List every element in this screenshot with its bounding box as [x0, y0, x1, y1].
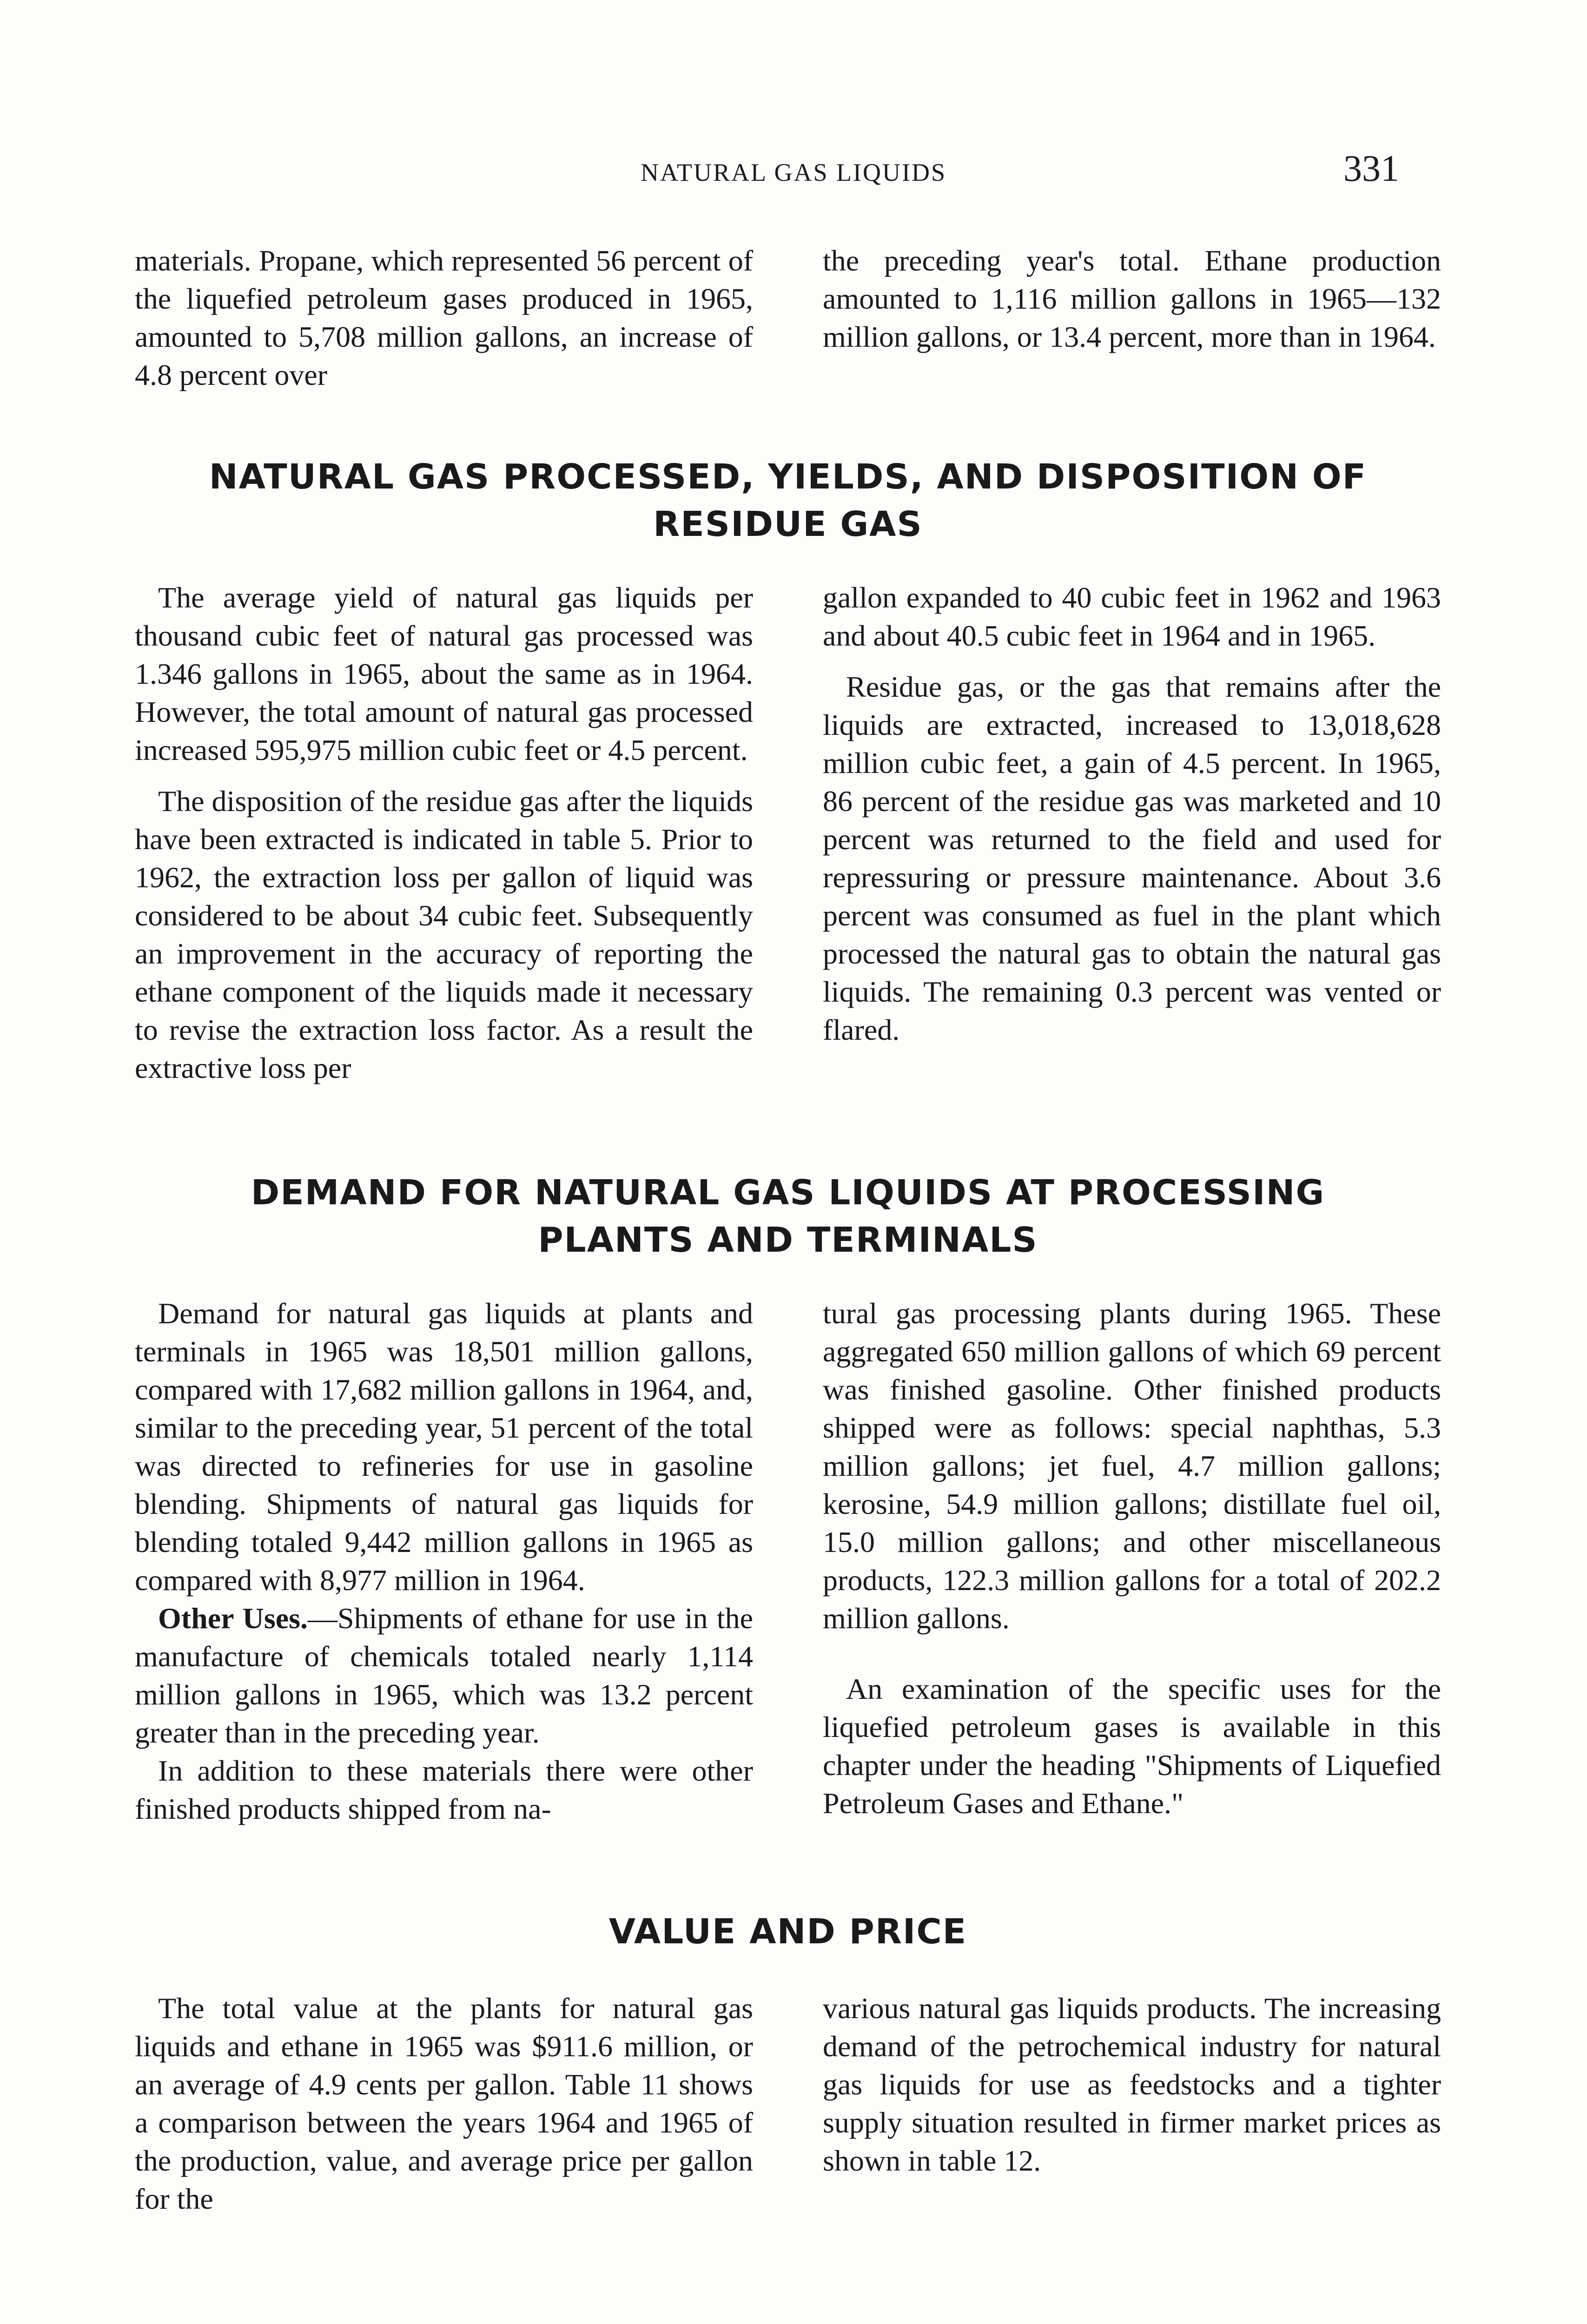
paragraph	[135, 1599, 753, 1752]
heading-line: PLANTS AND TERMINALS	[538, 1220, 1038, 1260]
right-column	[823, 1989, 1441, 2218]
section-heading-value	[135, 1908, 1441, 1955]
paragraph: gallon expanded to 40 cubic feet in 1962 and 1963 and about 40.5 cubic feet in 1964 and in 1965.	[823, 581, 1441, 652]
page-number: 331	[1343, 148, 1399, 189]
heading-line: NATURAL GAS PROCESSED, YIELDS, AND DISPOSITION OF	[209, 457, 1367, 497]
intro-right-column	[823, 242, 1441, 394]
paragraph: The disposition of the residue gas after the liquids have been extracted is indicated in table 5. Prior to 1962, the extraction loss per gallon of liquid was considered to be about 34 cubic feet. Subsequently an improvement in the accuracy of reporting the ethane component of the liquids made it necessary to revise the extraction loss factor. As a result the extractive loss per	[135, 785, 753, 1084]
paragraph: The total value at the plants for natural gas liquids and ethane in 1965 was $911.6 million, or an average of 4.9 cents per gallon. Table 11 shows a comparison between the years 1964 and 1965 of the production, value, and average price per gallon for the	[135, 1992, 753, 2215]
intro-right-text: the preceding year's total. Ethane production amounted to 1,116 million gallons in 1965—132 million gallons, or 13.4 percent, more than in 1964.	[823, 244, 1441, 353]
paragraph: An examination of the specific uses for the liquefied petroleum gases is available in this chapter under the heading "Shipments of Liquefied Petroleum Gases and Ethane."	[823, 1672, 1441, 1820]
heading-line: RESIDUE GAS	[653, 504, 923, 544]
section-processed-body	[135, 579, 1441, 1087]
section-value-body	[135, 1989, 1441, 2218]
paragraph: Residue gas, or the gas that remains after the liquids are extracted, increased to 13,018,628 million cubic feet, a gain of 4.5 percent. In 1965, 86 percent of the residue gas was marketed and 10 percent was returned to the field and used for repressuring or pressure maintenance. About 3.6 percent was consumed as fuel in the plant which processed the natural gas to obtain the natural gas liquids. The remaining 0.3 percent was vented or flared.	[823, 670, 1441, 1046]
paragraph: In addition to these materials there were other finished products shipped from na-	[135, 1754, 753, 1825]
section-heading-processed	[135, 453, 1441, 548]
paragraph: The average yield of natural gas liquids per thousand cubic feet of natural gas processed was 1.346 gallons in 1965, about the same as in 1964. However, the total amount of natural gas processed increased 595,975 million cubic feet or 4.5 percent.	[135, 581, 753, 766]
right-column	[823, 579, 1441, 1087]
left-column	[135, 1989, 753, 2218]
heading-line: DEMAND FOR NATURAL GAS LIQUIDS AT PROCESSING	[251, 1173, 1325, 1213]
paragraph: various natural gas liquids products. The increasing demand of the petrochemical industry for natural gas liquids for use as feedstocks and a tighter supply situation resulted in firmer market prices as shown in table 12.	[823, 1992, 1441, 2177]
left-column	[135, 579, 753, 1087]
paragraph: Demand for natural gas liquids at plants and terminals in 1965 was 18,501 million gallons, compared with 17,682 million gallons in 1964, and, similar to the preceding year, 51 percent of the total was directed to refineries for use in gasoline blending. Shipments of natural gas liquids for blending totaled 9,442 million gallons in 1965 as compared with 8,977 million in 1964.	[135, 1297, 753, 1597]
run-in-heading: Other Uses.	[158, 1602, 308, 1635]
paragraph: tural gas processing plants during 1965. These aggregated 650 million gallons of which 69 percent was finished gasoline. Other finished products shipped were as follows: special naphthas, 5.3 million gallons; jet fuel, 4.7 million gallons; kerosine, 54.9 million gallons; distillate fuel oil, 15.0 million gallons; and other miscellaneous products, 122.3 million gallons for a total of 202.2 million gallons.	[823, 1297, 1441, 1635]
right-column	[823, 1294, 1441, 1828]
intro-left-text: materials. Propane, which represented 56 percent of the liquefied petroleum gases produced in 1965, amounted to 5,708 million gallons, an increase of 4.8 percent over	[135, 244, 753, 391]
heading-line: VALUE AND PRICE	[608, 1912, 967, 1952]
left-column	[135, 1294, 753, 1828]
running-head: NATURAL GAS LIQUIDS	[641, 158, 946, 186]
section-heading-demand	[135, 1169, 1441, 1264]
paragraph-text: —Shipments of ethane for use in the manufacture of chemicals totaled nearly 1,114 million gallons in 1965, which was 13.2 percent greater than in the preceding year.	[135, 1602, 753, 1749]
intro-block	[135, 242, 1441, 394]
section-demand-body	[135, 1294, 1441, 1828]
intro-left-column	[135, 242, 753, 394]
